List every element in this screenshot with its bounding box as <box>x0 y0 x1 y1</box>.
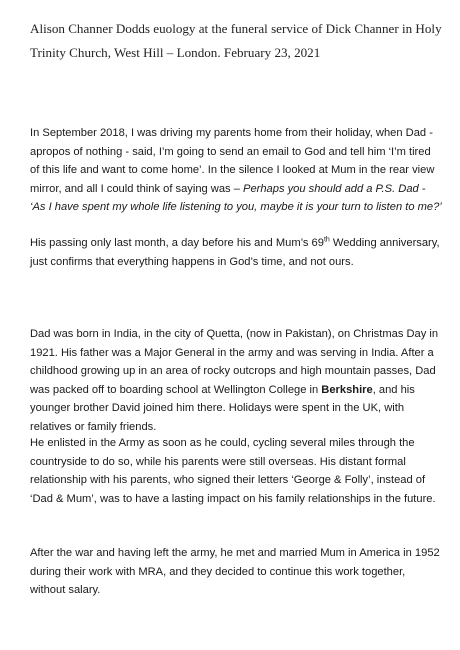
paragraph-1-text: In September 2018, I was driving my parents home from their holiday, when Dad - apropos of nothing - said, I’m going to send an email to God and tell him ‘I’m tired of this life and want to come home’. In the silence I looked at Mum in the rear view mirror, and all I could think of saying was – <box>30 127 435 195</box>
paragraph-3-text-start: Dad was born in India, in the city of Quetta, (now in Pakistan), on Christmas Day in 1921. His father was a Major General in the army and was serving in India. After a childhood growing up in an area of rocky outcrops and high mountain passes, Dad was packed off to boarding school at Wellington College in <box>30 328 439 396</box>
paragraph-3 <box>30 325 442 436</box>
ordinal-superscript: th <box>323 236 330 244</box>
paragraph-1-italic-quote: Perhaps you should add a P.S. Dad - ‘As I have spent my whole life listening to you, maybe it is your turn to listen to me?’ <box>30 182 442 213</box>
paragraph-5: After the war and having left the army, he met and married Mum in America in 1952 during their work with MRA, and they decided to continue this work together, without salary. <box>30 547 440 596</box>
paragraph-4: He enlisted in the Army as soon as he could, cycling several miles through the countryside to do so, while his parents were still overseas. His distant formal relationship with his parents, who signed their letters ‘George & Folly’, instead of ‘Dad & Mum’, was to have a lasting impact on his family relationships in the future. <box>30 437 436 505</box>
paragraph-2 <box>30 234 442 271</box>
document-title: Alison Channer Dodds euology at the funeral service of Dick Channer in Holy Trinity Church, West Hill – London. February 23, 2021 <box>30 21 442 60</box>
paragraph-1 <box>30 124 442 217</box>
paragraph-2-text-start: His passing only last month, a day before his and Mum’s 69 <box>30 237 324 249</box>
paragraph-3-bold-place: Berkshire <box>321 383 373 396</box>
paragraph-3-text-end: , and his younger brother David joined him there. Holidays were spent in the UK, with relatives or family friends. <box>30 383 415 433</box>
paragraph-2-text-end: Wedding anniversary, just confirms that everything happens in God’s time, and not ours. <box>30 237 440 268</box>
